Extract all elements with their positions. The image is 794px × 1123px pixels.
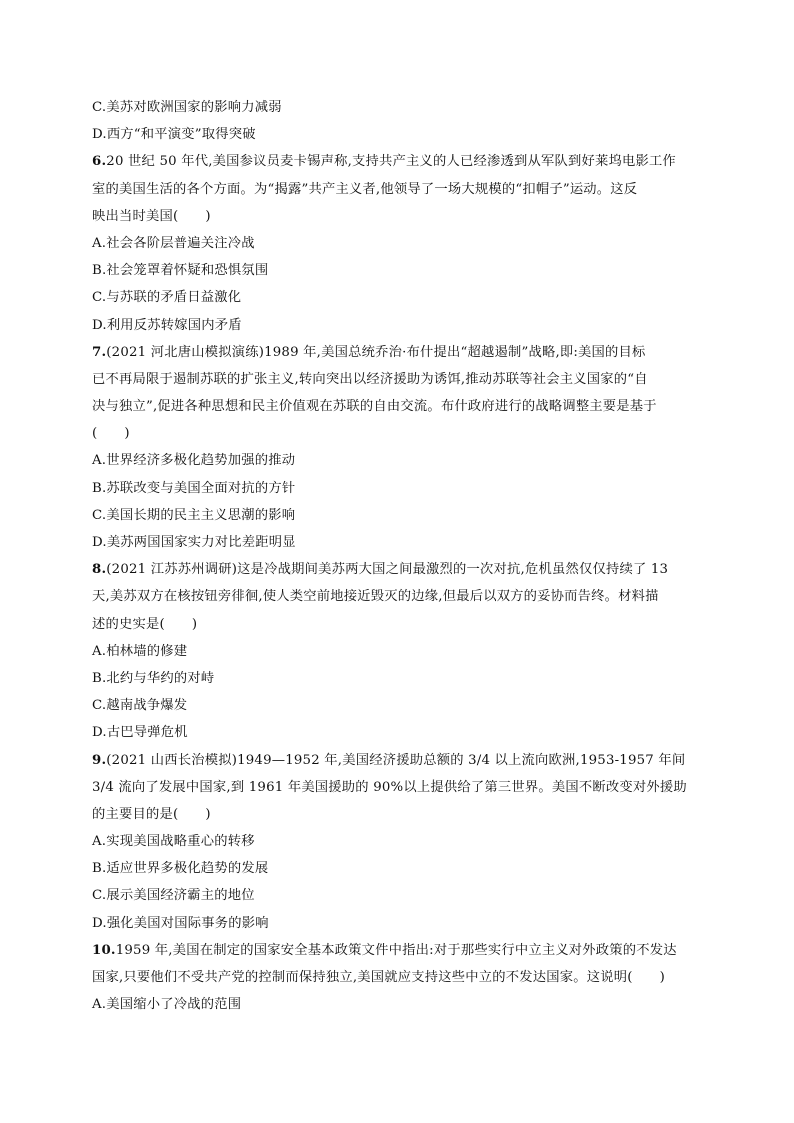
question-6-stem-line-2: 室的美国生活的各个方面。为“揭露”共产主义者,他领导了一场大规模的“扣帽子”运动。这反	[92, 181, 638, 197]
question-number: 9.	[92, 752, 107, 768]
option-8c: C.越南战争爆发	[92, 698, 188, 714]
question-number: 8.	[92, 562, 107, 578]
exam-page	[92, 94, 712, 1018]
option-7d: D.美苏两国国家实力对比差距明显	[92, 535, 296, 550]
option-5d: D.西方“和平演变”取得突破	[92, 127, 256, 143]
option-8a: A.柏林墙的修建	[92, 643, 188, 659]
question-7-stem-line-3: 决与独立”,促进各种思想和民主价值观在苏联的自由交流。布什政府进行的战略调整主要是基于	[92, 399, 657, 415]
question-9-stem-line-2: 3/4 流向了发展中国家,到 1961 年美国援助的 90%以上提供给了第三世界。美国不断改变对外援助	[92, 779, 687, 795]
option-7b: B.苏联改变与美国全面对抗的方针	[92, 480, 296, 496]
option-8b: B.北约与华约的对峙	[92, 670, 215, 686]
option-9b: B.适应世界多极化趋势的发展	[92, 861, 269, 877]
option-9a: A.实现美国战略重心的转移	[92, 834, 255, 850]
option-8d: D.古巴导弹危机	[92, 725, 188, 741]
question-8-stem-line-3: 述的史实是( )	[92, 616, 198, 632]
question-number: 7.	[92, 344, 107, 360]
question-7-stem-line-2: 已不再局限于遏制苏联的扩张主义,转向突出以经济援助为诱饵,推动苏联等社会主义国家的“自	[92, 371, 648, 387]
option-6d: D.利用反苏转嫁国内矛盾	[92, 317, 242, 333]
option-10a: A.美国缩小了冷战的范围	[92, 997, 242, 1013]
question-9-stem-line-3: 的主要目的是( )	[92, 806, 211, 822]
question-7-stem-line-1: 7.(2021 河北唐山模拟演练)1989 年,美国总统乔治·布什提出“超越遏制”战略,即:美国的目标	[92, 344, 646, 360]
option-9d: D.强化美国对国际事务的影响	[92, 915, 269, 931]
option-7c: C.美国长期的民主主义思潮的影响	[92, 507, 296, 523]
question-6-stem-line-1: 6.20 世纪 50 年代,美国参议员麦卡锡声称,支持共产主义的人已经渗透到从军队到好莱坞电影工作	[92, 154, 676, 170]
option-6b: B.社会笼罩着怀疑和恐惧氛围	[92, 263, 269, 279]
option-9c: C.展示美国经济霸主的地位	[92, 888, 255, 904]
question-10-stem-line-1: 10.1959 年,美国在制定的国家安全基本政策文件中指出:对于那些实行中立主义对外政策的不发达	[92, 942, 677, 958]
option-5c: C.美苏对欧洲国家的影响力减弱	[92, 100, 282, 115]
question-number: 10.	[92, 942, 116, 958]
question-8-stem-line-1: 8.(2021 江苏苏州调研)这是冷战期间美苏两大国之间最激烈的一次对抗,危机虽然仅仅持续了 13	[92, 562, 669, 578]
option-6c: C.与苏联的矛盾日益激化	[92, 290, 242, 306]
question-7-stem-line-4: ( )	[92, 426, 130, 442]
option-6a: A.社会各阶层普遍关注冷战	[92, 235, 255, 251]
question-10-stem-line-2: 国家,只要他们不受共产党的控制而保持独立,美国就应支持这些中立的不发达国家。这说明( )	[92, 970, 665, 985]
option-7a: A.世界经济多极化趋势加强的推动	[92, 453, 296, 469]
question-6-stem-line-3: 映出当时美国( )	[92, 208, 211, 224]
question-9-stem-line-1: 9.(2021 山西长治模拟)1949—1952 年,美国经济援助总额的 3/4 以上流向欧洲,1953-1957 年间	[92, 752, 686, 768]
question-number: 6.	[92, 154, 107, 170]
question-8-stem-line-2: 天,美苏双方在核按钮旁徘徊,使人类空前地接近毁灭的边缘,但最后以双方的妥协而告终。材料描	[92, 589, 659, 605]
